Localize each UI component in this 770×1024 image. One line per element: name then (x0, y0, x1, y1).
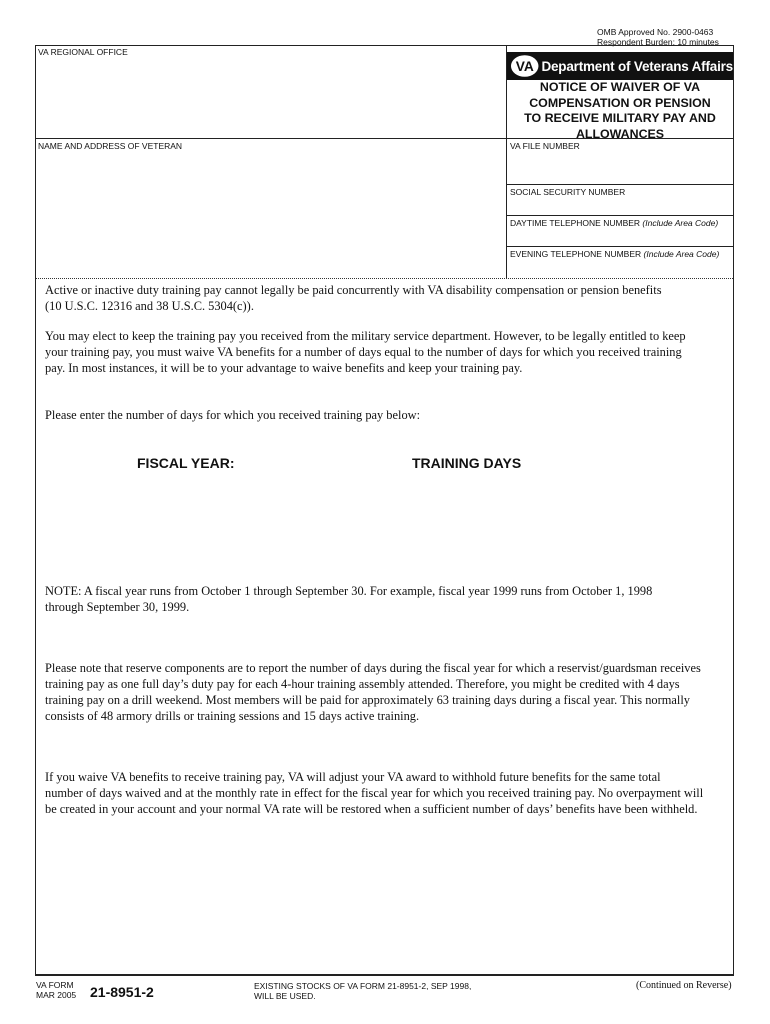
p5-line3: be created in your account and your normal VA rate will be restored when a sufficient number of days’ benefits have been withheld. (45, 802, 698, 816)
p5-line1: If you waive VA benefits to receive training pay, VA will adjust your VA award to withhold future benefits for the same total (45, 770, 661, 784)
paragraph-award-adjustment (45, 769, 703, 817)
evening-phone-label-text: EVENING TELEPHONE NUMBER (510, 249, 642, 259)
daytime-phone-label-text: DAYTIME TELEPHONE NUMBER (510, 218, 641, 228)
regional-office-label: VA REGIONAL OFFICE (38, 47, 128, 57)
form-title-line3: TO RECEIVE MILITARY PAY AND (524, 111, 716, 125)
form-title (507, 80, 733, 142)
form-label: VA FORM (36, 980, 74, 990)
ssn-label: SOCIAL SECURITY NUMBER (510, 187, 626, 197)
section-separator (36, 278, 733, 279)
paragraph-election (45, 328, 686, 376)
p4-line4: consists of 48 armory drills or training sessions and 15 days active training. (45, 709, 420, 723)
training-days-entry-field[interactable] (380, 478, 640, 574)
daytime-phone-label (510, 218, 718, 228)
training-days-heading: TRAINING DAYS (412, 455, 522, 471)
ssn-field[interactable] (507, 198, 733, 214)
note-line2: through September 30, 1999. (45, 600, 190, 614)
file-number-field[interactable] (507, 152, 733, 183)
p2-line3: pay. In most instances, it will be to your advantage to waive benefits and keep your training pay. (45, 361, 523, 375)
form-number: 21-8951-2 (90, 984, 154, 1000)
instruction-enter-days: Please enter the number of days for which you received training pay below: (45, 408, 421, 422)
fiscal-year-heading: FISCAL YEAR: (137, 455, 235, 471)
name-address-label: NAME AND ADDRESS OF VETERAN (38, 141, 183, 151)
p4-line2: training pay as one full day’s duty pay for each 4-hour training assembly attended. Therefore, you might be credited with 4 days (45, 677, 680, 691)
fiscal-year-entry-field[interactable] (60, 478, 320, 574)
department-name: Department of Veterans Affairs (541, 58, 733, 74)
continued-on-reverse: (Continued on Reverse) (636, 980, 732, 991)
note-line1: NOTE: A fiscal year runs from October 1 through September 30. For example, fiscal year 1999 runs from October 1, 1998 (45, 584, 653, 598)
p4-line1: Please note that reserve components are to report the number of days during the fiscal year for which a reservist/guardsman receives (45, 661, 701, 675)
paragraph-training-pay (45, 282, 662, 314)
stocks-line1: EXISTING STOCKS OF VA FORM 21-8951-2, SEP 1998, (254, 981, 472, 991)
stocks-line2: WILL BE USED. (254, 991, 316, 1001)
form-identifier (36, 980, 76, 1000)
respondent-burden: Respondent Burden: 10 minutes (597, 37, 719, 47)
file-number-rule (506, 184, 734, 185)
regional-office-field[interactable] (36, 58, 504, 136)
office-box-bottom-rule (35, 138, 506, 139)
evening-phone-hint: (Include Area Code) (643, 249, 720, 259)
paragraph-reserve-components (45, 660, 701, 724)
evening-phone-field[interactable] (507, 260, 733, 277)
form-title-line4: ALLOWANCES (575, 126, 665, 141)
p2-line2: your training pay, you must waive VA benefits for a number of days equal to the number of days for which you received training (45, 345, 682, 359)
note-fiscal-year (45, 583, 652, 615)
omb-approval (597, 27, 719, 47)
file-number-label: VA FILE NUMBER (510, 141, 580, 151)
daytime-phone-field[interactable] (507, 229, 733, 245)
daytime-phone-rule (506, 246, 734, 247)
existing-stocks-notice (254, 981, 471, 1001)
ssn-rule (506, 215, 734, 216)
form-title-line1: NOTICE OF WAIVER OF VA (539, 80, 701, 94)
form-title-line2: COMPENSATION OR PENSION (529, 95, 711, 110)
omb-number: OMB Approved No. 2900-0463 (597, 27, 714, 37)
p1-line1: Active or inactive duty training pay cannot legally be paid concurrently with VA disability compensation or pension benefits (45, 283, 662, 297)
va-banner (507, 52, 733, 80)
p4-line3: training pay on a drill weekend. Most members will be paid for approximately 63 training days during a fiscal year. This normally (45, 693, 690, 707)
name-address-field[interactable] (36, 152, 504, 276)
form-date: MAR 2005 (36, 990, 77, 1000)
p2-line1: You may elect to keep the training pay you received from the military service department. However, to be legally entitled to keep (45, 329, 686, 343)
p5-line2: number of days waived and at the monthly rate in effect for the fiscal year for which you received training pay. No overpayment will (45, 786, 704, 800)
daytime-phone-hint: (Include Area Code) (642, 218, 719, 228)
va-logo-icon (510, 54, 539, 78)
p1-line2: (10 U.S.C. 12316 and 38 U.S.C. 5304(c)). (45, 299, 254, 313)
va-logo-text: VA (515, 58, 534, 74)
evening-phone-label (510, 249, 719, 259)
